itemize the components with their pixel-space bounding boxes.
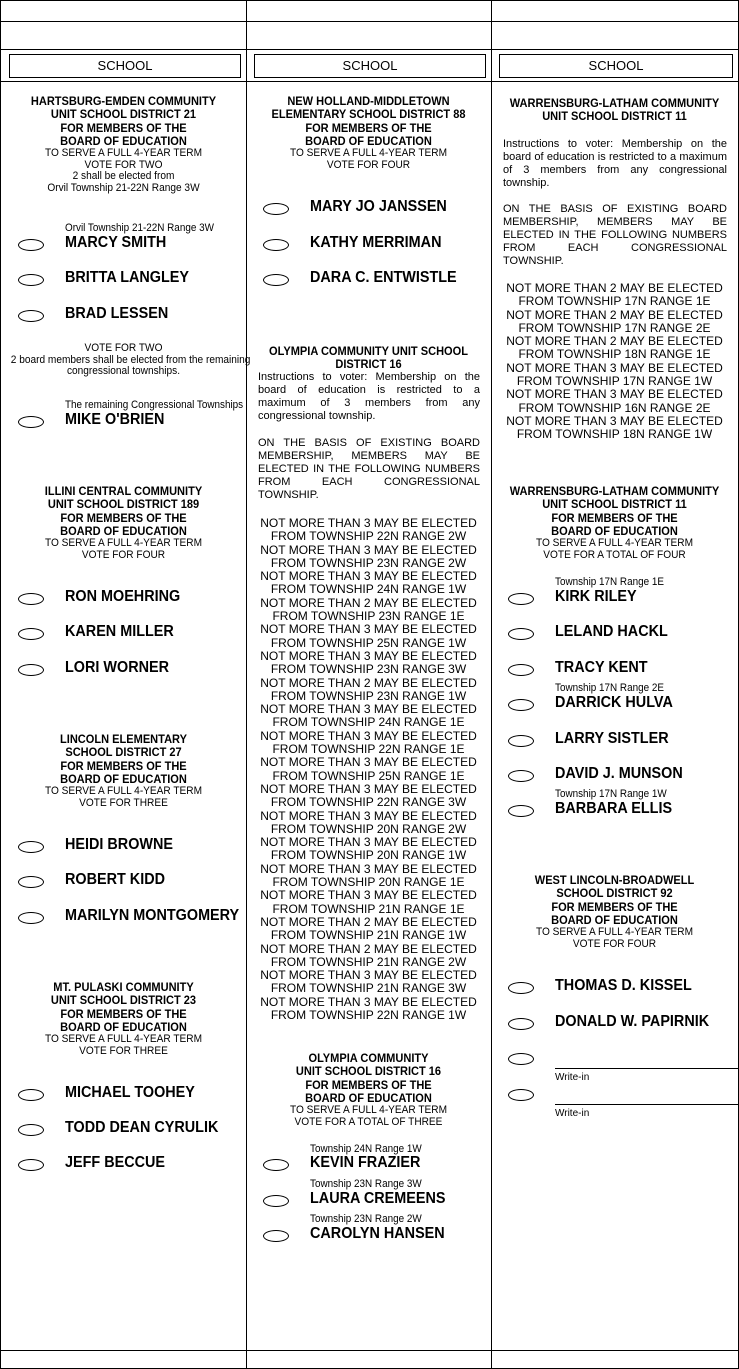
- contest-title-line: DISTRICT 16: [335, 357, 402, 372]
- olympia-info-title: [246, 345, 491, 372]
- candidate-mike-obrien[interactable]: [18, 411, 258, 433]
- contest-term: TO SERVE A FULL 4-YEAR TERM: [44, 537, 203, 550]
- candidate-laura-cremeens[interactable]: [263, 1190, 503, 1212]
- contest-title-line: SCHOOL DISTRICT 27: [65, 745, 182, 760]
- vote-oval[interactable]: [18, 664, 44, 676]
- contest-title-line: FOR MEMBERS OF THE: [551, 510, 678, 525]
- write-in-1[interactable]: [508, 1048, 739, 1070]
- vote-oval[interactable]: [18, 912, 44, 924]
- contest-title-line: WARRENSBURG-LATHAM COMMUNITY: [509, 484, 720, 498]
- township-limit-line: FROM TOWNSHIP 17N RANGE 1W: [516, 374, 713, 389]
- candidate-tracy-kent[interactable]: [508, 659, 739, 681]
- contest-title-line: SCHOOL DISTRICT 92: [556, 886, 673, 901]
- contest-title-line: UNIT SCHOOL DISTRICT 23: [50, 993, 197, 1008]
- contest-term: TO SERVE A FULL 4-YEAR TERM: [289, 1104, 448, 1117]
- illini-contest-header: [1, 485, 246, 561]
- township-limit-line: NOT MORE THAN 3 MAY BE ELECTED: [260, 835, 477, 850]
- township-limit-line: FROM TOWNSHIP 21N RANGE 1W: [270, 928, 467, 943]
- contest-note: 2 shall be elected from: [72, 170, 175, 183]
- township-limit-line: FROM TOWNSHIP 24N RANGE 1W: [270, 582, 467, 597]
- contest-title-line: ELEMENTARY SCHOOL DISTRICT 88: [271, 107, 466, 122]
- mtpulaski-contest-header: [1, 981, 246, 1057]
- candidate-name: DARRICK HULVA: [555, 694, 673, 711]
- olympia-board-basis: ON THE BASIS OF EXISTING BOARD MEMBERSHIP, MEMBERS MAY BE ELECTED IN THE FOLLOWING NUMBERS FROM EACH CONGRESSIONAL TOWNSHIP.: [258, 437, 480, 501]
- township-limit-line: NOT MORE THAN 3 MAY BE ELECTED: [260, 861, 477, 876]
- township-limit-line: FROM TOWNSHIP 18N RANGE 1W: [516, 427, 713, 442]
- contest-term: TO SERVE A FULL 4-YEAR TERM: [535, 926, 694, 939]
- township-limit-line: FROM TOWNSHIP 22N RANGE 1W: [270, 1007, 467, 1022]
- contest-title-line: ILLINI CENTRAL COMMUNITY: [44, 484, 203, 498]
- township-limit-line: NOT MORE THAN 3 MAY BE ELECTED: [260, 781, 477, 796]
- candidate-dara-c-entwistle[interactable]: [263, 269, 503, 291]
- candidate-name: BARBARA ELLIS: [555, 800, 673, 817]
- hartsburg-contest-header: [1, 95, 246, 194]
- contest-title-line: FOR MEMBERS OF THE: [60, 758, 187, 773]
- candidate-robert-kidd[interactable]: [18, 871, 258, 893]
- candidate-name: CAROLYN HANSEN: [310, 1225, 445, 1242]
- vote-oval[interactable]: [508, 593, 534, 605]
- candidate-name: HEIDI BROWNE: [65, 836, 173, 853]
- candidate-name: MIKE O'BRIEN: [65, 411, 165, 428]
- candidate-heidi-browne[interactable]: [18, 836, 258, 858]
- contest-title-line: MT. PULASKI COMMUNITY: [53, 980, 194, 994]
- township-limit-line: FROM TOWNSHIP 23N RANGE 1W: [270, 688, 467, 703]
- column-header-1: SCHOOL: [9, 54, 241, 78]
- vote-oval[interactable]: [18, 274, 44, 286]
- vote-oval[interactable]: [18, 1124, 44, 1136]
- vote-oval[interactable]: [18, 239, 44, 251]
- contest-term: TO SERVE A FULL 4-YEAR TERM: [289, 147, 448, 160]
- contest-title-line: UNIT SCHOOL DISTRICT 16: [295, 1064, 442, 1079]
- vote-for: VOTE FOR FOUR: [326, 158, 411, 171]
- vote-for: VOTE FOR A TOTAL OF FOUR: [543, 548, 686, 561]
- warrensburg-contest-header: [491, 485, 738, 561]
- write-in-line[interactable]: [555, 1068, 738, 1069]
- township-limit-line: NOT MORE THAN 3 MAY BE ELECTED: [260, 888, 477, 903]
- warrensburg-board-basis: ON THE BASIS OF EXISTING BOARD MEMBERSHIP, MEMBERS MAY BE ELECTED IN THE FOLLOWING NUMBERS FROM EACH CONGRESSIONAL TOWNSHIP.: [503, 203, 727, 267]
- vote-oval[interactable]: [18, 416, 44, 428]
- township-limit-line: NOT MORE THAN 2 MAY BE ELECTED: [506, 307, 723, 322]
- township-limit-line: NOT MORE THAN 3 MAY BE ELECTED: [260, 516, 477, 530]
- candidate-lori-worner[interactable]: [18, 659, 258, 681]
- candidate-name: ROBERT KIDD: [65, 871, 165, 888]
- contest-term: TO SERVE A FULL 4-YEAR TERM: [44, 785, 203, 798]
- candidate-kevin-frazier[interactable]: [263, 1154, 503, 1176]
- vote-for: VOTE FOR FOUR: [81, 548, 166, 561]
- vote-oval[interactable]: [18, 841, 44, 853]
- candidate-name: DAVID J. MUNSON: [555, 765, 683, 782]
- candidate-name: DARA C. ENTWISTLE: [310, 269, 457, 286]
- township-limit-line: NOT MORE THAN 3 MAY BE ELECTED: [260, 648, 477, 663]
- contest-title-line: FOR MEMBERS OF THE: [305, 120, 432, 135]
- candidate-kathy-merriman[interactable]: [263, 234, 503, 256]
- contest-title-line: LINCOLN ELEMENTARY: [60, 732, 187, 746]
- candidate-name: KATHY MERRIMAN: [310, 234, 442, 251]
- township-limit-line: NOT MORE THAN 3 MAY BE ELECTED: [260, 808, 477, 823]
- vote-oval[interactable]: [18, 310, 44, 322]
- candidate-name: BRITTA LANGLEY: [65, 269, 189, 286]
- vote-oval[interactable]: [508, 1053, 534, 1065]
- township-limit-line: FROM TOWNSHIP 18N RANGE 1E: [518, 347, 711, 362]
- contest-title-line: FOR MEMBERS OF THE: [60, 120, 187, 135]
- olympia-contest-header: [246, 1052, 491, 1128]
- township-limit-line: FROM TOWNSHIP 20N RANGE 2W: [270, 821, 467, 836]
- township-limit-line: FROM TOWNSHIP 23N RANGE 3W: [270, 662, 467, 677]
- township-limit-line: FROM TOWNSHIP 22N RANGE 2W: [270, 529, 467, 544]
- township-limit-line: NOT MORE THAN 3 MAY BE ELECTED: [260, 968, 477, 983]
- newholland-contest-header: [246, 95, 491, 171]
- candidate-thomas-d-kissel[interactable]: [508, 977, 739, 999]
- township-limit-line: NOT MORE THAN 3 MAY BE ELECTED: [506, 360, 723, 375]
- contest-title-line: UNIT SCHOOL DISTRICT 11: [542, 497, 687, 512]
- township-limit-line: FROM TOWNSHIP 20N RANGE 1E: [272, 875, 465, 890]
- contest-title-line: FOR MEMBERS OF THE: [60, 1006, 187, 1021]
- contest-title-line: BOARD OF EDUCATION: [551, 912, 678, 927]
- candidate-marcy-smith[interactable]: [18, 234, 258, 256]
- vote-oval[interactable]: [263, 203, 289, 215]
- candidate-name: LAURA CREMEENS: [310, 1190, 446, 1207]
- vote-oval[interactable]: [508, 982, 534, 994]
- write-in-label: Write-in: [555, 1072, 590, 1083]
- vote-oval[interactable]: [508, 735, 534, 747]
- header-bottom-rule: [1, 81, 738, 82]
- township-limit-line: NOT MORE THAN 3 MAY BE ELECTED: [260, 994, 477, 1009]
- vote-oval[interactable]: [263, 1195, 289, 1207]
- township-label: Township 17N Range 1E: [555, 576, 664, 588]
- candidate-britta-langley[interactable]: [18, 269, 258, 291]
- township-limit-line: FROM TOWNSHIP 25N RANGE 1E: [272, 768, 465, 783]
- township-label: Township 23N Range 3W: [310, 1178, 422, 1190]
- candidate-name: THOMAS D. KISSEL: [555, 977, 692, 994]
- vote-for: VOTE FOR TWO: [84, 342, 163, 354]
- olympia-voter-instructions: Instructions to voter: Membership on the board of education is restricted to a maximum of 3 members from any congressional township.: [258, 371, 480, 422]
- candidate-jeff-beccue[interactable]: [18, 1154, 258, 1176]
- contest-title-line: BOARD OF EDUCATION: [305, 133, 432, 148]
- vote-for: VOTE FOR THREE: [79, 796, 168, 809]
- candidate-michael-toohey[interactable]: [18, 1084, 258, 1106]
- township-limit-line: FROM TOWNSHIP 25N RANGE 1W: [270, 635, 467, 650]
- candidate-marilyn-montgomery[interactable]: [18, 907, 258, 929]
- vote-oval[interactable]: [18, 628, 44, 640]
- candidate-ron-moehring[interactable]: [18, 588, 258, 610]
- vote-oval[interactable]: [508, 1089, 534, 1101]
- township-limit-line: FROM TOWNSHIP 21N RANGE 3W: [270, 981, 467, 996]
- write-in-2[interactable]: [508, 1084, 739, 1106]
- township-limit-line: NOT MORE THAN 2 MAY BE ELECTED: [506, 281, 723, 295]
- column-header-3: SCHOOL: [499, 54, 733, 78]
- candidate-name: LELAND HACKL: [555, 623, 668, 640]
- candidate-name: KAREN MILLER: [65, 623, 174, 640]
- contest-title-line: OLYMPIA COMMUNITY UNIT SCHOOL: [269, 344, 468, 358]
- contest-title-line: FOR MEMBERS OF THE: [60, 510, 187, 525]
- vote-oval[interactable]: [508, 1018, 534, 1030]
- township-label: The remaining Congressional Townships: [65, 399, 244, 411]
- township-limit-line: FROM TOWNSHIP 22N RANGE 1E: [272, 742, 465, 757]
- contest-title-line: BOARD OF EDUCATION: [551, 523, 678, 538]
- township-limit-line: FROM TOWNSHIP 17N RANGE 2E: [518, 320, 711, 335]
- township-limit-line: FROM TOWNSHIP 24N RANGE 1E: [272, 715, 465, 730]
- township-limit-line: NOT MORE THAN 3 MAY BE ELECTED: [260, 728, 477, 743]
- contest-title-line: FOR MEMBERS OF THE: [551, 899, 678, 914]
- township-limit-line: FROM TOWNSHIP 21N RANGE 2W: [270, 954, 467, 969]
- vote-oval[interactable]: [508, 770, 534, 782]
- vote-oval[interactable]: [18, 1089, 44, 1101]
- contest-title-line: FOR MEMBERS OF THE: [305, 1077, 432, 1092]
- vote-oval[interactable]: [263, 239, 289, 251]
- contest-term: TO SERVE A FULL 4-YEAR TERM: [44, 1033, 203, 1046]
- candidate-david-j-munson[interactable]: [508, 765, 739, 787]
- vote-for: VOTE FOR FOUR: [572, 937, 657, 950]
- township-label: Township 17N Range 2E: [555, 682, 664, 694]
- vote-for: VOTE FOR THREE: [79, 1044, 168, 1057]
- contest-title-line: UNIT SCHOOL DISTRICT 189: [47, 497, 200, 512]
- candidate-name: MARCY SMITH: [65, 234, 167, 251]
- candidate-name: KIRK RILEY: [555, 588, 637, 605]
- candidate-name: JEFF BECCUE: [65, 1154, 166, 1171]
- vote-oval[interactable]: [18, 593, 44, 605]
- candidate-mary-jo-janssen[interactable]: [263, 198, 503, 220]
- contest-title-line: HARTSBURG-EMDEN COMMUNITY: [30, 94, 217, 108]
- contest-title-line: OLYMPIA COMMUNITY: [308, 1051, 429, 1065]
- hartsburg-remaining-instructions: [1, 342, 251, 378]
- write-in-label: Write-in: [555, 1108, 590, 1119]
- vote-oval[interactable]: [508, 805, 534, 817]
- vote-oval[interactable]: [263, 274, 289, 286]
- lincoln-contest-header: [1, 733, 246, 809]
- township-limit-line: NOT MORE THAN 3 MAY BE ELECTED: [506, 413, 723, 428]
- vote-oval[interactable]: [263, 1230, 289, 1242]
- contest-title-line: BOARD OF EDUCATION: [60, 771, 187, 786]
- candidate-todd-dean-cyrulik[interactable]: [18, 1119, 258, 1141]
- vote-oval[interactable]: [508, 664, 534, 676]
- contest-title-line: WARRENSBURG-LATHAM COMMUNITY: [509, 96, 720, 110]
- candidate-barbara-ellis[interactable]: [508, 800, 739, 822]
- candidate-donald-w-papirnik[interactable]: [508, 1013, 739, 1035]
- contest-title-line: BOARD OF EDUCATION: [60, 523, 187, 538]
- vote-oval[interactable]: [18, 876, 44, 888]
- township-limit-line: NOT MORE THAN 2 MAY BE ELECTED: [506, 334, 723, 349]
- township-limit-line: FROM TOWNSHIP 17N RANGE 1E: [518, 294, 711, 309]
- warrensburg-info-title: [491, 97, 738, 124]
- vote-oval[interactable]: [508, 628, 534, 640]
- vote-for: VOTE FOR A TOTAL OF THREE: [294, 1115, 443, 1128]
- candidate-name: KEVIN FRAZIER: [310, 1154, 421, 1171]
- vote-oval[interactable]: [508, 699, 534, 711]
- candidate-name: DONALD W. PAPIRNIK: [555, 1013, 710, 1030]
- westlincoln-contest-header: [491, 874, 738, 950]
- vote-oval[interactable]: [263, 1159, 289, 1171]
- township-limit-line: FROM TOWNSHIP 23N RANGE 2W: [270, 555, 467, 570]
- candidate-larry-sistler[interactable]: [508, 730, 739, 752]
- township-limit-line: FROM TOWNSHIP 21N RANGE 1E: [272, 901, 465, 916]
- township-limit-line: NOT MORE THAN 3 MAY BE ELECTED: [260, 755, 477, 770]
- township-label: Orvil Township 21-22N Range 3W: [65, 222, 214, 234]
- township-limit-line: NOT MORE THAN 2 MAY BE ELECTED: [260, 675, 477, 690]
- candidate-name: MICHAEL TOOHEY: [65, 1084, 195, 1101]
- contest-term: TO SERVE A FULL 4-YEAR TERM: [535, 537, 694, 550]
- township-limit-line: FROM TOWNSHIP 22N RANGE 3W: [270, 795, 467, 810]
- contest-note: 2 board members shall be elected from the remaining: [10, 353, 251, 366]
- top-rule: [1, 21, 738, 22]
- contest-title-line: BOARD OF EDUCATION: [305, 1090, 432, 1105]
- contest-term: TO SERVE A FULL 4-YEAR TERM: [44, 147, 203, 160]
- candidate-kirk-riley[interactable]: [508, 588, 739, 610]
- contest-title-line: NEW HOLLAND-MIDDLETOWN: [287, 94, 450, 108]
- township-limit-line: FROM TOWNSHIP 20N RANGE 1W: [270, 848, 467, 863]
- township-limit-line: NOT MORE THAN 3 MAY BE ELECTED: [506, 387, 723, 402]
- candidate-brad-lessen[interactable]: [18, 305, 258, 327]
- township-limit-line: NOT MORE THAN 3 MAY BE ELECTED: [260, 569, 477, 584]
- vote-oval[interactable]: [18, 1159, 44, 1171]
- warrensburg-voter-instructions: Instructions to voter: Membership on the board of education is restricted to a maximum of 3 members from any congressional township.: [503, 138, 727, 189]
- contest-note: Orvil Township 21-22N Range 3W: [47, 181, 200, 194]
- candidate-name: LORI WORNER: [65, 659, 169, 676]
- township-limit-line: NOT MORE THAN 2 MAY BE ELECTED: [260, 595, 477, 610]
- contest-title-line: BOARD OF EDUCATION: [60, 1019, 187, 1034]
- bottom-rule: [1, 1350, 738, 1351]
- candidate-name: TODD DEAN CYRULIK: [65, 1119, 219, 1136]
- candidate-name: TRACY KENT: [555, 659, 648, 676]
- township-limit-line: NOT MORE THAN 3 MAY BE ELECTED: [260, 542, 477, 557]
- candidate-name: LARRY SISTLER: [555, 730, 669, 747]
- olympia-township-limits: [246, 517, 491, 1022]
- vote-for: VOTE FOR TWO: [84, 158, 163, 171]
- candidate-darrick-hulva[interactable]: [508, 694, 739, 716]
- write-in-line[interactable]: [555, 1104, 738, 1105]
- contest-title-line: UNIT SCHOOL DISTRICT 21: [50, 107, 197, 122]
- contest-title-line: BOARD OF EDUCATION: [60, 133, 187, 148]
- township-limit-line: NOT MORE THAN 2 MAY BE ELECTED: [260, 914, 477, 929]
- candidate-name: MARILYN MONTGOMERY: [65, 907, 240, 924]
- candidate-leland-hackl[interactable]: [508, 623, 739, 645]
- warrensburg-township-limits: [491, 282, 738, 442]
- header-rule: [1, 49, 738, 50]
- township-limit-line: FROM TOWNSHIP 16N RANGE 2E: [518, 400, 711, 415]
- candidate-name: RON MOEHRING: [65, 588, 181, 605]
- township-label: Township 17N Range 1W: [555, 788, 667, 800]
- township-limit-line: NOT MORE THAN 3 MAY BE ELECTED: [260, 702, 477, 717]
- contest-title-line: WEST LINCOLN-BROADWELL: [534, 873, 695, 887]
- contest-title-line: UNIT SCHOOL DISTRICT 11: [542, 109, 687, 124]
- township-label: Township 23N Range 2W: [310, 1213, 422, 1225]
- township-limit-line: NOT MORE THAN 2 MAY BE ELECTED: [260, 941, 477, 956]
- candidate-name: BRAD LESSEN: [65, 305, 169, 322]
- candidate-carolyn-hansen[interactable]: [263, 1225, 503, 1247]
- township-limit-line: FROM TOWNSHIP 23N RANGE 1E: [272, 609, 465, 624]
- township-label: Township 24N Range 1W: [310, 1143, 422, 1155]
- contest-note: congressional townships.: [66, 365, 181, 377]
- candidate-name: MARY JO JANSSEN: [310, 198, 447, 215]
- column-header-2: SCHOOL: [254, 54, 486, 78]
- candidate-karen-miller[interactable]: [18, 623, 258, 645]
- township-limit-line: NOT MORE THAN 3 MAY BE ELECTED: [260, 622, 477, 637]
